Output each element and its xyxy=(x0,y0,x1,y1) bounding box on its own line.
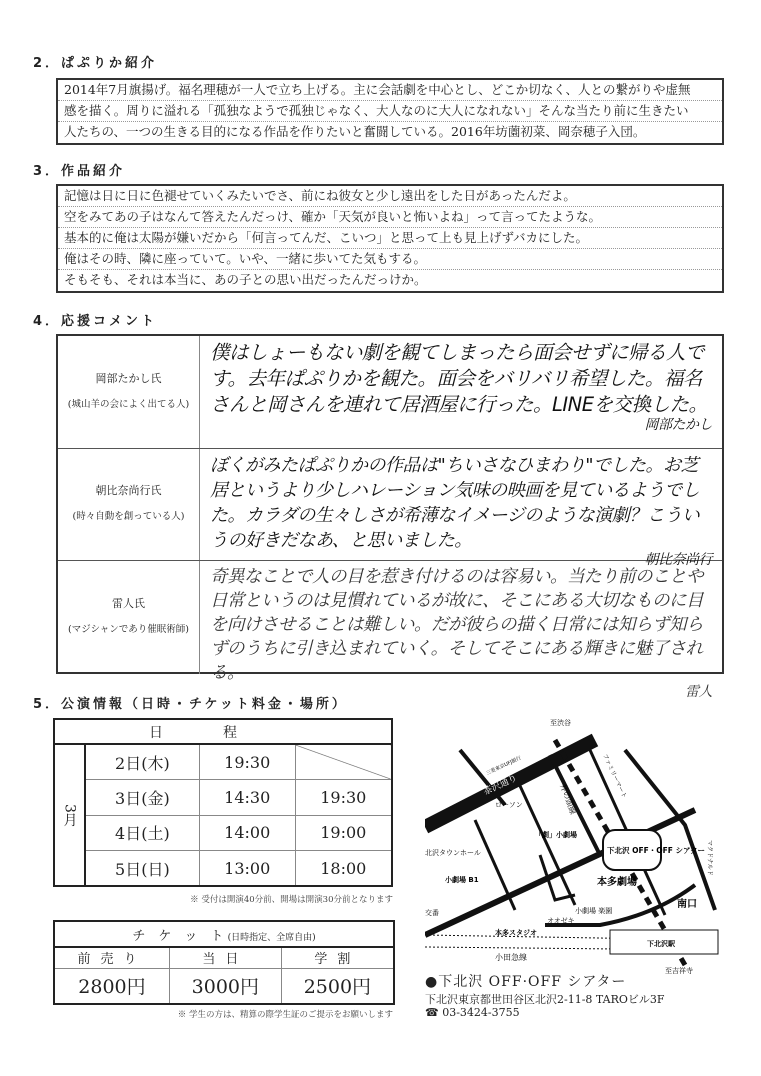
ticket-label: 前売り xyxy=(54,947,169,968)
ticket-header-sub: (日時指定、全席自由) xyxy=(227,932,316,943)
comments-box xyxy=(56,334,724,701)
map-label: マクドナルド xyxy=(706,840,713,876)
ticket-label: 学割 xyxy=(281,947,394,968)
ticket-note: ※ 学生の方は、精算の際学生証のご提示をお願いします xyxy=(177,1010,393,1020)
text-line: 俺はその時、隣に座っていて。いや、一緒に歩いてた気もする。 xyxy=(58,249,722,270)
map-label: 交番 xyxy=(425,909,439,917)
signature: 雷人 xyxy=(685,684,712,701)
venue-name: ●下北沢 OFF·OFF シアター xyxy=(425,974,627,990)
map-label: 至吉祥寺 xyxy=(665,967,693,975)
map-label: 小劇場 楽園 xyxy=(575,907,613,915)
venue-address: 下北沢東京都世田谷区北沢2-11-8 TAROビル3F xyxy=(425,993,665,1006)
commenter-role: (時々自動を創っている人) xyxy=(72,511,185,523)
map-label: 本多劇場 xyxy=(597,877,637,888)
time-cell: 19:30 xyxy=(199,744,295,780)
troupe-intro-box xyxy=(56,78,724,145)
map-label: 北沢タウンホール xyxy=(425,849,481,857)
ticket-price: 2800円 xyxy=(54,968,169,1004)
date-cell: 4日(土) xyxy=(85,815,199,851)
time-cell: 19:30 xyxy=(295,780,392,816)
venue-map xyxy=(425,715,725,975)
date-cell: 2日(木) xyxy=(85,744,199,780)
schedule-header: 日程 xyxy=(54,719,392,744)
comment-text: 奇異なことで人の目を惹き付けるのは容易い。当たり前のことや日常というのは見慣れているが故に、そこにある大切なものに目を向けさせることは難しい。だが彼らの描く日常には知らず知らずのうちに引き込まれていく。そしてそこにある輝きに魅了される。 xyxy=(210,567,703,684)
map-label: オオゼキ xyxy=(547,917,575,925)
comment-text: 僕はしょーもない劇を観てしまったら面会せずに帰る人です。去年ぱぷりかを観た。面会をバリバリ希望した。福名さんと岡さんを連れて居酒屋に行った。LINEを交換した。 xyxy=(210,341,708,416)
text-line: 空をみてあの子はなんて答えたんだっけ、確か「天気が良いと怖いよね」って言ってたような。 xyxy=(58,207,722,228)
comment-row xyxy=(58,561,722,701)
commenter-name: 朝比奈尚行氏 xyxy=(95,484,162,498)
schedule-table xyxy=(53,718,393,887)
text-line: 人たちの、一つの生きる目的になる作品を作りたいと奮闘している。2016年坊薗初菜、岡奈穂子入団。 xyxy=(64,124,646,139)
section-heading-comments: 4．応援コメント xyxy=(33,314,158,329)
map-label: 南口 xyxy=(677,899,697,910)
signature: 朝比奈尚行 xyxy=(644,551,712,568)
map-label: 茶沢通り xyxy=(482,773,519,798)
work-intro-box xyxy=(56,184,724,293)
map-label: 小劇場 B1 xyxy=(445,876,479,884)
map-label: 「劇」小劇場 xyxy=(535,831,577,839)
comment-row xyxy=(58,449,722,568)
schedule-note: ※ 受付は開演40分前、開場は開演30分前となります xyxy=(190,895,393,905)
ticket-price: 2500円 xyxy=(281,968,394,1004)
time-cell: 14:30 xyxy=(199,780,295,816)
date-cell: 5日(日) xyxy=(85,851,199,887)
section-heading-performance: 5．公演情報（日時・チケット料金・場所） xyxy=(33,697,348,712)
text-line: 記憶は日に日に色褪せていくみたいでさ、前にね彼女と少し遠出をした日があったんだよ。 xyxy=(58,186,722,207)
commenter-role: (城山羊の会によく出てる人) xyxy=(67,398,190,410)
time-cell: 18:00 xyxy=(295,851,392,887)
text-line: 2014年7月旗揚げ。福名理穂が一人で立ち上げる。主に会話劇を中心とし、どこか切なく、人との繋がりや虚無 xyxy=(58,80,722,101)
comment-row xyxy=(58,336,722,449)
ticket-label: 当日 xyxy=(169,947,281,968)
ticket-header: チ ケ ッ ト xyxy=(132,928,224,944)
venue-phone: ☎ 03-3424-3755 xyxy=(425,1006,520,1019)
time-cell: 13:00 xyxy=(199,851,295,887)
ticket-price: 3000円 xyxy=(169,968,281,1004)
date-cell: 3日(金) xyxy=(85,780,199,816)
commenter-role: (マジシャンであり催眠術師) xyxy=(68,624,189,636)
map-label: 下北沢 OFF・OFF シアター xyxy=(607,846,705,855)
ticket-table xyxy=(53,920,395,1005)
map-label: 三菱東京UFJ銀行 xyxy=(485,755,523,777)
text-line: 基本的に俺は太陽が嫌いだから「何言ってんだ、こいつ」と思って上も見上げずバカにした。 xyxy=(58,228,722,249)
map-label: 井の頭線 xyxy=(558,782,578,816)
comment-text: ぼくがみたぱぷりかの作品は"ちいさなひまわり"でした。お芝居というより少しハレーション気味の映画を見ているようでした。カラダの生々しさが希薄なイメージのような演劇？こういうの好きだなあ、と思いました。 xyxy=(210,454,700,551)
map-label: 下北沢駅 xyxy=(647,940,675,948)
map-label: 本多スタジオ xyxy=(495,929,537,937)
commenter-name: 岡部たかし氏 xyxy=(95,371,162,385)
map-label: 至渋谷 xyxy=(550,719,571,727)
map-label: ファミリーマート xyxy=(601,752,628,800)
map-label: ローソン xyxy=(495,801,523,809)
time-cell: 14:00 xyxy=(199,815,295,851)
time-cell: 19:00 xyxy=(295,815,392,851)
text-line: 感を描く。周りに溢れる「孤独なようで孤独じゃなく、大人なのに大人になれない」そんな当たり前に生きたい xyxy=(58,101,722,122)
month-cell: 3月 xyxy=(54,744,85,886)
section-heading-work: 3．作品紹介 xyxy=(33,164,126,179)
section-heading-troupe: 2．ぱぷりか紹介 xyxy=(33,56,158,71)
map-label: 小田急線 xyxy=(495,953,527,962)
text-line: そもそも、それは本当に、あの子との思い出だったんだっけか。 xyxy=(64,272,427,287)
signature: 岡部たかし xyxy=(644,417,712,433)
empty-cell xyxy=(295,744,392,780)
commenter-name: 雷人氏 xyxy=(112,597,145,611)
